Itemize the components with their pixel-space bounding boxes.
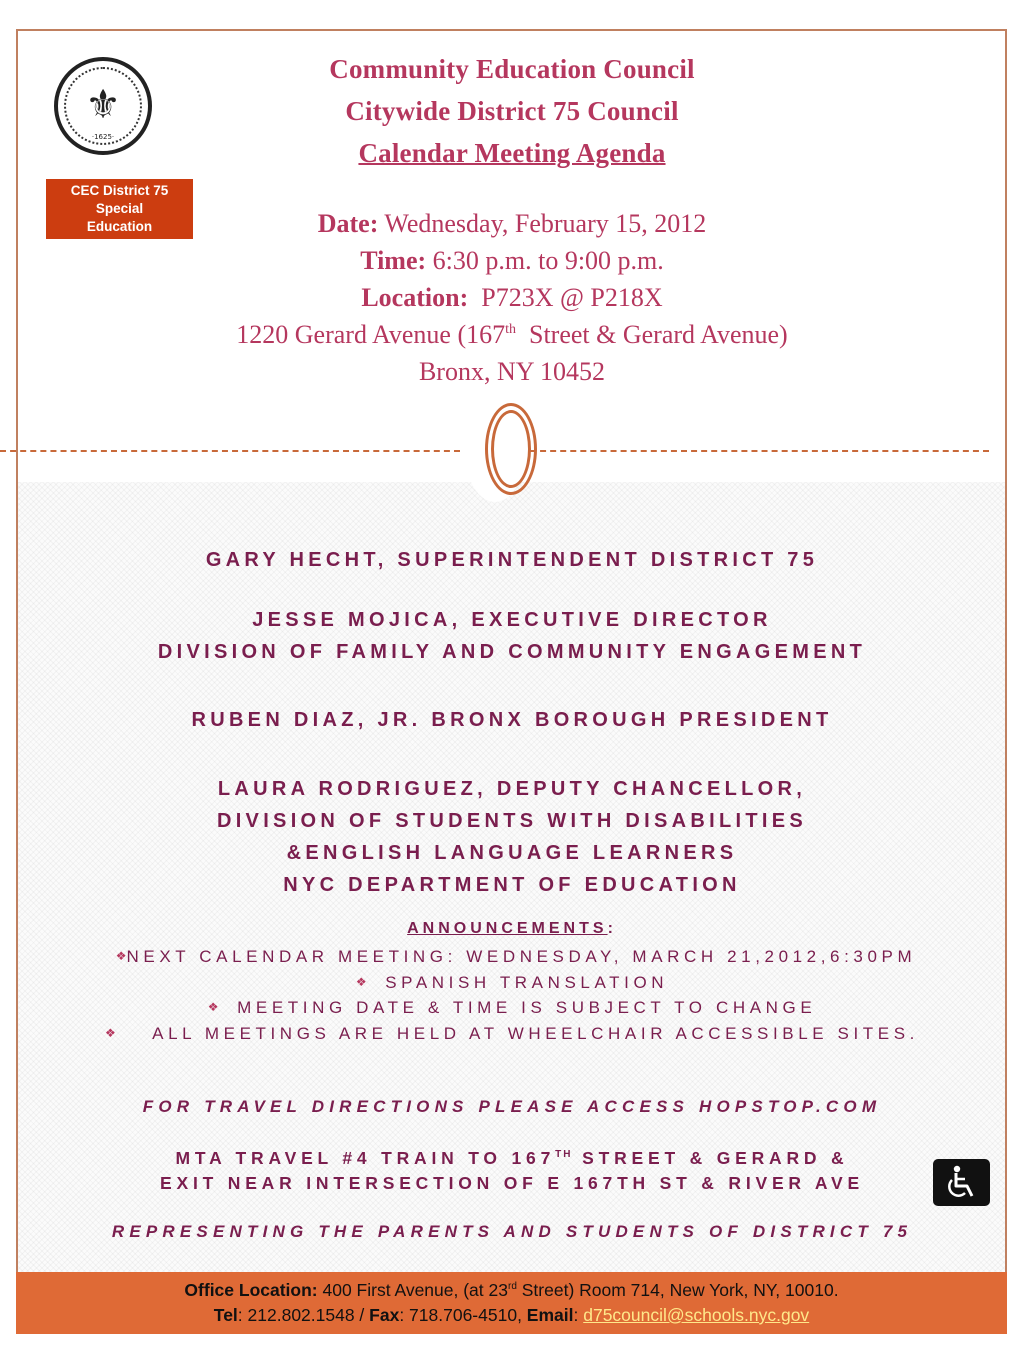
email-sep: :: [573, 1305, 584, 1325]
travel-directions: FOR TRAVEL DIRECTIONS PLEASE ACCESS HOPSTOP.COM: [142, 1097, 882, 1116]
speaker-block-2: [17, 604, 1007, 668]
announcement-item: [17, 1021, 1007, 1047]
office-sup: rd: [507, 1281, 517, 1292]
diamond-bullet-icon: ❖: [115, 949, 127, 963]
divider-right: [530, 450, 989, 452]
mta-directions: [17, 1146, 1007, 1196]
nyc-seal-logo: [54, 57, 152, 155]
location-row: [150, 279, 874, 316]
date-row: [150, 205, 874, 242]
speaker-line: DIVISION OF FAMILY AND COMMUNITY ENGAGEMENT: [157, 641, 867, 663]
speaker-line: RUBEN DIAZ, JR. BRONX BOROUGH PRESIDENT: [191, 709, 833, 731]
meeting-info: [150, 205, 874, 390]
wheelchair-icon: [933, 1159, 990, 1206]
office-post: Street) Room 714, New York, NY, 10010.: [516, 1280, 839, 1300]
tel-value: : 212.802.1548 /: [237, 1305, 370, 1325]
seal-year: ·1625·: [91, 133, 115, 141]
speaker-line: &ENGLISH LANGUAGE LEARNERS: [286, 842, 738, 864]
mta-line-1-sup: TH: [555, 1149, 573, 1160]
fax-value: : 718.706-4510,: [399, 1305, 527, 1325]
badge-line: Special: [95, 201, 144, 216]
speaker-line: LAURA RODRIGUEZ, DEPUTY CHANCELLOR,: [217, 778, 807, 800]
announcement-item: [17, 995, 1007, 1021]
time-label: Time:: [360, 246, 427, 275]
announcements-title: ANNOUNCEMENTS: [407, 920, 608, 937]
title-line-1: Community Education Council: [329, 54, 695, 84]
diamond-bullet-icon: ❖: [207, 1000, 219, 1014]
page-title: [150, 48, 874, 174]
mta-line-1-pre: MTA TRAVEL #4 TRAIN TO 167: [175, 1148, 556, 1168]
divider-left: [0, 450, 460, 452]
announcements-list: [17, 944, 1007, 1046]
announcements-heading: [17, 920, 1007, 938]
mta-line-1-post: STREET & GERARD &: [572, 1148, 849, 1168]
date-label: Date:: [317, 209, 379, 238]
announcement-text: NEXT CALENDAR MEETING: WEDNESDAY, MARCH 21,2012,6:30PM: [126, 947, 917, 966]
seal-emblem-icon: ⚜: [85, 83, 121, 127]
announcement-text: ALL MEETINGS ARE HELD AT WHEELCHAIR ACCESSIBLE SITES.: [152, 1023, 919, 1043]
footer-contact-bar: [16, 1272, 1007, 1334]
office-location-row: [16, 1278, 1007, 1303]
announcement-text: MEETING DATE & TIME IS SUBJECT TO CHANGE: [237, 998, 817, 1017]
announcements-colon: :: [607, 920, 617, 937]
title-line-3: Calendar Meeting Agenda: [358, 138, 666, 168]
mta-line-2: EXIT NEAR INTERSECTION OF E 167TH ST & RIVER AVE: [160, 1173, 864, 1193]
address-sup: th: [505, 322, 516, 337]
divider-oval-inner: [491, 410, 531, 488]
address-pre: 1220 Gerard Avenue (167: [236, 320, 506, 349]
speaker-line: JESSE MOJICA, EXECUTIVE DIRECTOR: [252, 609, 772, 631]
speaker-block-3: [17, 704, 1007, 736]
office-label: Office Location:: [184, 1280, 318, 1300]
speaker-line: NYC DEPARTMENT OF EDUCATION: [283, 874, 741, 896]
address-row: [150, 316, 874, 353]
announcement-item: [17, 970, 1007, 996]
tel-label: Tel: [213, 1305, 238, 1325]
diamond-bullet-icon: ❖: [355, 974, 367, 989]
speaker-line: DIVISION OF STUDENTS WITH DISABILITIES: [216, 810, 808, 832]
speaker-block-4: [17, 773, 1007, 901]
wheelchair-glyph-icon: [943, 1164, 981, 1202]
speaker-line: GARY HECHT, SUPERINTENDENT DISTRICT 75: [205, 549, 819, 571]
email-link[interactable]: d75council@schools.nyc.gov: [583, 1305, 810, 1325]
location-value: P723X @ P218X: [481, 283, 663, 312]
time-row: [150, 242, 874, 279]
time-value: 6:30 p.m. to 9:00 p.m.: [432, 246, 664, 275]
badge-line: Education: [86, 219, 153, 234]
contact-row: [16, 1303, 1007, 1328]
title-line-2: Citywide District 75 Council: [345, 96, 679, 126]
fax-label: Fax: [369, 1305, 400, 1325]
tagline: REPRESENTING THE PARENTS AND STUDENTS OF DISTRICT 75: [111, 1222, 913, 1241]
announcement-text: SPANISH TRANSLATION: [385, 972, 669, 992]
office-pre: 400 First Avenue, (at 23: [317, 1280, 508, 1300]
mta-line-1: [17, 1146, 1007, 1171]
address-post: Street & Gerard Avenue): [516, 320, 788, 349]
date-value: Wednesday, February 15, 2012: [384, 209, 707, 238]
email-label: Email: [526, 1305, 574, 1325]
diamond-bullet-icon: ❖: [105, 1025, 116, 1040]
speaker-block-1: [17, 544, 1007, 576]
location-label: Location:: [361, 283, 469, 312]
city-row: Bronx, NY 10452: [418, 357, 606, 386]
announcement-item: [17, 944, 1007, 970]
badge-line: CEC District 75: [70, 183, 169, 198]
